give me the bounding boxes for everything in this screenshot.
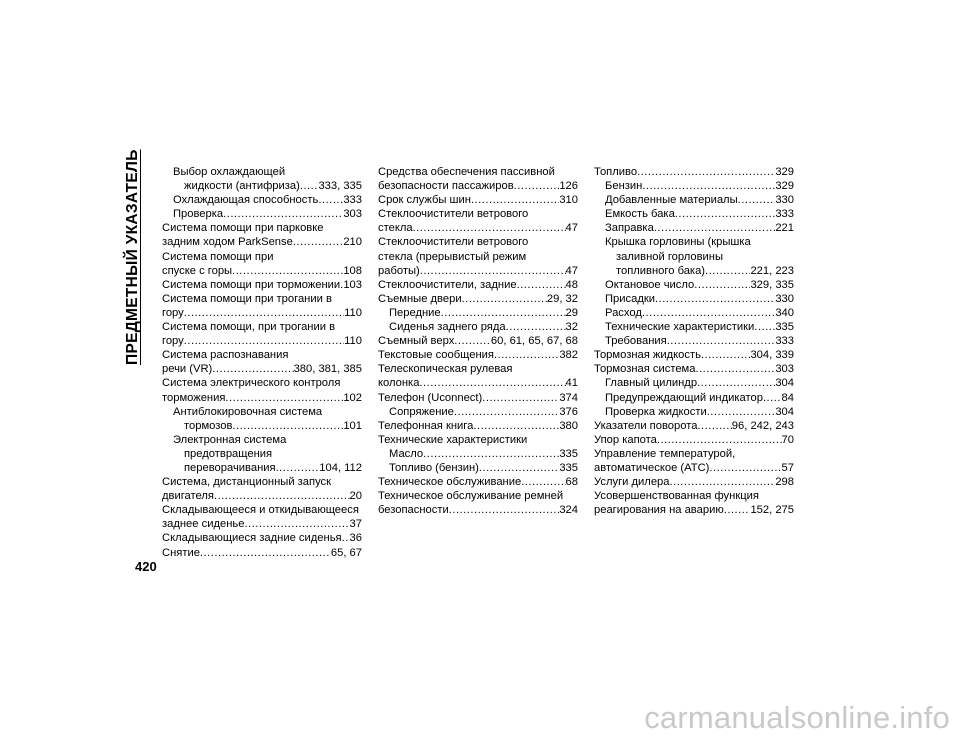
entry-text: Требования [605,335,667,348]
entry-pages: 303 [343,208,362,221]
index-entry [378,391,578,405]
entry-text: Съемный верх [378,335,455,348]
entry-pages: 310 [559,194,578,207]
index-entry [594,475,794,489]
index-entry [594,391,794,405]
entry-pages: 29, 32 [546,292,578,305]
entry-text: Сопряжение [389,405,454,418]
dot-leader [449,503,560,517]
index-entry [378,250,578,264]
entry-pages: 104, 112 [319,461,362,474]
dot-leader [695,362,775,376]
index-entry [162,334,362,348]
entry-text: Топливо (бензин) [389,461,479,474]
entry-text: Главный цилиндр [605,377,698,390]
index-entry [378,179,578,193]
entry-text: Проверка [173,208,224,221]
dot-leader [184,306,344,320]
dot-leader [342,531,350,545]
dot-leader [724,503,751,517]
dot-leader [521,475,565,489]
index-entry [378,348,578,362]
index-entry [378,221,578,235]
index-entry [378,207,578,221]
index-entry [162,433,362,447]
section-title: ПРЕДМЕТНЫЙ УКАЗАТЕЛЬ [124,149,141,365]
index-entry [162,193,362,207]
entry-pages: 60, 61, 65, 67, 68 [490,335,578,348]
entry-text: Телефон (Uconnect) [378,391,483,404]
entry-pages: 103 [343,278,362,291]
index-entry [162,292,362,306]
dot-leader [655,292,775,306]
entry-text: безопасности [378,504,449,517]
entry-pages: 36 [349,532,362,545]
dot-leader [214,489,350,503]
index-entry [162,405,362,419]
index-entry [162,250,362,264]
index-entry [378,278,578,292]
dot-leader [276,461,320,475]
entry-text: стекла [378,222,413,235]
entry-pages: 330 [775,194,794,207]
index-entry [378,264,578,278]
index-entry [378,193,578,207]
entry-pages: 47 [565,264,578,277]
entry-text: работы) [378,264,420,277]
entry-text: Срок службы шин [378,194,471,207]
index-entry [594,292,794,306]
entry-text: Передние [389,306,441,319]
index-entry [162,461,362,475]
entry-text: Текстовые сообщения [378,349,494,362]
index-entry [378,447,578,461]
entry-pages: 304 [775,405,794,418]
index-entry [162,517,362,531]
entry-text: безопасности пассажиров [378,180,514,193]
entry-pages: 102 [343,391,362,404]
dot-leader [212,362,293,376]
entry-pages: 65, 67 [330,546,362,559]
index-entry [162,362,362,376]
entry-pages: 382 [559,349,578,362]
entry-text: двигателя [162,490,214,503]
entry-pages: 37 [349,518,362,531]
entry-text: Емкость бака [605,208,675,221]
entry-pages: 84 [781,391,794,404]
dot-leader [738,193,776,207]
entry-text: Система помощи при [162,250,274,263]
index-entry [594,179,794,193]
entry-pages: 333 [775,335,794,348]
entry-text: Система электрического контроля [162,377,341,390]
dot-leader [419,376,565,390]
dot-leader [763,391,782,405]
dot-leader [517,278,566,292]
index-entry [378,306,578,320]
dot-leader [494,348,559,362]
dot-leader [471,193,559,207]
dot-leader [667,334,776,348]
dot-leader [697,376,775,390]
dot-leader [514,179,560,193]
entry-text: Средства обеспечения пассивной [378,166,555,178]
index-entry [594,165,794,179]
entry-text: Электронная система [173,433,287,446]
entry-text: Топливо [594,166,638,178]
dot-leader [642,306,775,320]
entry-pages: 335 [559,447,578,460]
index-entry [594,221,794,235]
entry-text: Технические характеристики [605,321,755,334]
entry-pages: 335 [559,461,578,474]
index-entry [594,235,794,249]
index-entry [594,264,794,278]
index-entry [162,531,362,545]
entry-pages: 68 [565,476,578,489]
index-entry [378,376,578,390]
entry-text: Съемные двери [378,292,462,305]
entry-pages: 340 [775,306,794,319]
entry-pages: 41 [565,377,578,390]
index-entry [162,447,362,461]
entry-text: Бензин [605,180,643,193]
index-entry [378,165,578,179]
index-entry [594,461,794,475]
entry-text: жидкости (антифриза) [184,180,300,193]
entry-text: Система распознавания [162,349,289,362]
dot-leader [184,334,344,348]
dot-leader [637,165,775,179]
entry-pages: 126 [559,180,578,193]
entry-text: Тормозная жидкость [594,349,701,362]
entry-pages: 380, 381, 385 [293,363,362,376]
entry-text: автоматическое (ATC) [594,461,710,474]
dot-leader [669,475,775,489]
entry-text: Заправка [605,222,654,235]
entry-text: Усовершенствованная функция [594,490,759,503]
entry-text: Технические характеристики [378,433,528,446]
entry-pages: 57 [781,461,794,474]
dot-leader [506,320,566,334]
index-entry [162,235,362,249]
index-entry [594,348,794,362]
entry-pages: 221, 223 [750,264,794,277]
entry-pages: 110 [344,335,362,348]
index-entry [162,391,362,405]
index-entry [594,376,794,390]
dot-leader [694,278,750,292]
dot-leader [200,546,331,560]
index-entry [162,278,362,292]
index-entry [378,419,578,433]
index-entry [162,348,362,362]
index-entry [378,475,578,489]
dot-leader [441,306,566,320]
dot-leader [675,207,776,221]
index-entry [378,433,578,447]
entry-pages: 329 [775,180,794,193]
index-entry [162,546,362,560]
entry-pages: 48 [565,278,578,291]
index-column-1 [162,165,362,560]
dot-leader [654,221,776,235]
dot-leader [754,320,775,334]
entry-text: Проверка жидкости [605,405,707,418]
watermark-text: carmanualsonline.info [644,700,950,735]
entry-text: торможения [162,391,226,404]
entry-text: Охлаждающая способность [173,194,319,207]
index-entry [594,193,794,207]
dot-leader [454,334,491,348]
entry-text: реагирования на аварию [594,504,724,517]
entry-text: Телефонная книга [378,419,474,432]
index-entry [162,475,362,489]
entry-pages: 374 [559,391,578,404]
dot-leader [479,461,559,475]
entry-text: Техническое обслуживание ремней [378,490,564,503]
entry-text: Стеклоочистители ветрового [378,208,529,221]
dot-leader [642,179,775,193]
index-entry [162,320,362,334]
entry-text: Техническое обслуживание [378,476,522,489]
index-entry [594,489,794,503]
index-entry [378,489,578,503]
entry-pages: 304, 339 [750,349,794,362]
index-entry [162,376,362,390]
index-entry [162,489,362,503]
entry-pages: 380 [559,419,578,432]
index-entry [378,320,578,334]
dot-leader [232,264,343,278]
index-entry [378,405,578,419]
index-entry [378,334,578,348]
dot-leader [473,419,559,433]
entry-text: топливного бака) [616,264,706,277]
dot-leader [482,391,559,405]
entry-pages: 110 [344,306,362,319]
entry-text: Масло [389,447,424,460]
index-entry [162,264,362,278]
entry-text: Антиблокировочная система [173,405,323,418]
entry-text: речи (VR) [162,363,213,376]
entry-text: Снятие [162,546,200,559]
dot-leader [232,419,343,433]
index-entry [594,207,794,221]
entry-pages: 304 [775,377,794,390]
dot-leader [244,517,349,531]
entry-pages: 329 [775,166,794,178]
entry-pages: 376 [559,405,578,418]
entry-text: Указатели поворота [594,419,698,432]
dot-leader [420,264,566,278]
entry-pages: 303 [775,363,794,376]
index-entry [162,221,362,235]
index-entry [378,362,578,376]
dot-leader [462,292,547,306]
index-entry [594,405,794,419]
entry-pages: 221 [775,222,794,235]
dot-leader [300,179,319,193]
dot-leader [293,235,344,249]
entry-text: стекла (прерывистый режим [378,250,527,263]
entry-text: Расход [605,306,642,319]
entry-text: Крышка горловины (крышка [605,236,751,249]
index-entry [162,179,362,193]
entry-text: Система помощи при торможении [162,278,341,291]
entry-pages: 329, 335 [750,278,794,291]
index-entry [162,306,362,320]
dot-leader [223,207,343,221]
entry-text: Добавленные материалы [605,194,738,207]
entry-text: Предупреждающий индикатор [605,391,763,404]
dot-leader [705,264,750,278]
entry-text: Стеклоочистители ветрового [378,236,529,249]
entry-pages: 108 [343,264,362,277]
index-entry [594,362,794,376]
index-entry [162,503,362,517]
entry-pages: 29 [565,306,578,319]
dot-leader [697,419,731,433]
dot-leader [657,433,782,447]
index-entry [594,447,794,461]
index-entry [378,292,578,306]
entry-pages: 20 [349,490,362,503]
entry-text: Октановое число [605,278,695,291]
index-entry [162,165,362,179]
index-column-3 [594,165,794,517]
index-entry [162,207,362,221]
entry-pages: 47 [565,222,578,235]
index-entry [378,461,578,475]
index-entry [594,433,794,447]
entry-pages: 333 [775,208,794,221]
entry-text: спуске с горы [162,264,233,277]
entry-text: Система помощи при трогании в [162,292,332,305]
entry-text: предотвращения [184,447,273,460]
entry-pages: 324 [559,504,578,517]
entry-pages: 298 [775,476,794,489]
entry-text: переворачивания [184,461,276,474]
index-entry [594,320,794,334]
dot-leader [707,405,776,419]
entry-text: Тормозная система [594,363,696,376]
dot-leader [454,405,559,419]
dot-leader [423,447,559,461]
entry-text: Складывающиеся задние сиденья [162,532,342,545]
dot-leader [709,461,781,475]
entry-text: Складывающееся и откидывающееся [162,504,359,517]
index-entry [594,419,794,433]
page-number: 420 [135,559,157,574]
entry-text: заливной горловины [616,250,724,263]
entry-text: гору [162,335,184,348]
dot-leader [225,391,343,405]
dot-leader [413,221,566,235]
entry-text: задним ходом ParkSense [162,236,293,249]
entry-pages: 330 [775,292,794,305]
index-entry [594,306,794,320]
entry-text: гору [162,306,184,319]
entry-text: Система, дистанционный запуск [162,476,332,489]
index-entry [378,235,578,249]
entry-text: Стеклоочистители, задние [378,278,517,291]
entry-pages: 333 [343,194,362,207]
entry-text: Телескопическая рулевая [378,363,513,376]
entry-pages: 333, 335 [318,180,362,193]
entry-text: Сиденья заднего ряда [389,321,506,334]
entry-text: Система помощи при парковке [162,222,324,235]
entry-pages: 101 [343,419,362,432]
index-entry [162,419,362,433]
index-entry [378,503,578,517]
entry-text: заднее сиденье [162,518,245,531]
entry-pages: 32 [565,321,578,334]
index-entry [594,250,794,264]
entry-text: Упор капота [594,433,657,446]
entry-pages: 335 [775,321,794,334]
entry-text: Система помощи, при трогании в [162,321,336,334]
entry-text: Управление температурой, [594,447,736,460]
index-entry [594,334,794,348]
entry-text: Выбор охлаждающей [173,166,286,178]
entry-pages: 152, 275 [750,504,794,517]
entry-pages: 70 [781,433,794,446]
dot-leader [701,348,751,362]
entry-text: тормозов [184,419,233,432]
index-entry [594,278,794,292]
entry-pages: 210 [343,236,362,249]
entry-text: Присадки [605,292,655,305]
entry-text: колонка [378,377,420,390]
index-column-2 [378,165,578,517]
entry-pages: 96, 242, 243 [731,419,794,432]
index-entry [594,503,794,517]
dot-leader [318,193,343,207]
entry-text: Услуги дилера [594,476,670,489]
